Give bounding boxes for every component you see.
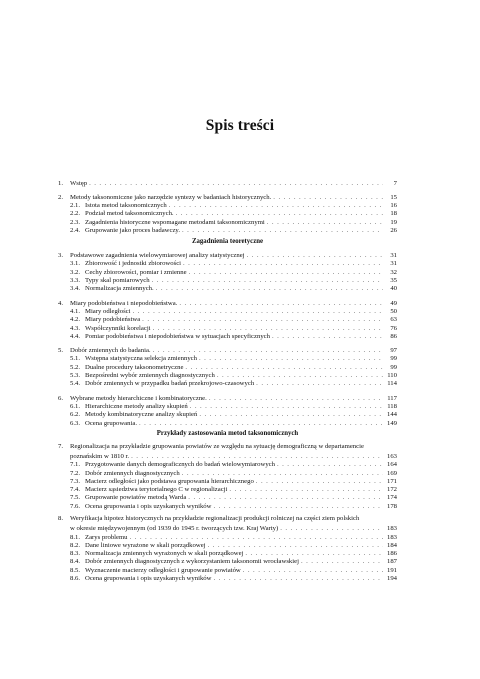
toc-page-number: 26 <box>390 227 397 235</box>
toc-subsection-entry[interactable] <box>58 558 397 566</box>
toc-subsection-title: Pomiar podobieństwa i niepodobieństwa w sytuacjach specyficznych <box>85 332 270 340</box>
toc-leader-dots <box>245 551 383 558</box>
toc-page-number: 174 <box>386 494 397 502</box>
toc-chapter-number: 7. <box>58 443 64 451</box>
toc-subsection-entry[interactable] <box>58 218 397 226</box>
toc-subsection-entry[interactable] <box>58 461 397 469</box>
toc-page-number: 110 <box>387 372 397 380</box>
toc-page-number: 169 <box>386 469 397 477</box>
toc-chapter-title-continued: w okresie międzywojennym (od 1939 do 1945 r. tworzących tzw. Kraj Warty) <box>70 525 279 533</box>
toc-chapter-entry[interactable] <box>58 193 397 201</box>
toc-chapter-title: Wstęp <box>70 179 88 187</box>
toc-subsection-entry[interactable] <box>58 486 397 494</box>
toc-subsection-entry[interactable] <box>58 502 397 510</box>
toc-subsection-number: 8.3. <box>70 550 81 558</box>
toc-subsection-number: 5.3. <box>70 372 81 380</box>
toc-subsection-number: 4.4. <box>70 332 81 340</box>
toc-page-number: 163 <box>386 452 397 460</box>
toc-page-number: 183 <box>386 533 397 541</box>
toc-subsection-number: 3.4. <box>70 285 81 293</box>
toc-page-number: 149 <box>386 419 397 427</box>
toc-leader-dots <box>139 421 383 428</box>
toc-leader-dots <box>199 412 383 419</box>
toc-page-number: 99 <box>390 355 397 363</box>
toc-subsection-entry[interactable] <box>58 324 397 332</box>
toc-subsection-number: 2.1. <box>70 202 81 210</box>
toc-leader-dots <box>256 479 383 486</box>
toc-subsection-number: 2.3. <box>70 218 81 226</box>
toc-subsection-entry[interactable] <box>58 202 397 210</box>
toc-subsection-number: 2.4. <box>70 227 81 235</box>
toc-subsection-entry[interactable] <box>58 574 397 582</box>
toc-subsection-number: 3.1. <box>70 260 81 268</box>
toc-subsection-entry[interactable] <box>58 332 397 340</box>
table-of-contents <box>58 179 397 583</box>
toc-page-number: 191 <box>386 566 397 574</box>
toc-leader-dots <box>179 301 383 308</box>
toc-subsection-title: Zagadnienia historyczne wspomagane metodami taksonomicznymi <box>85 218 265 226</box>
toc-subsection-entry[interactable] <box>58 210 397 218</box>
toc-subsection-entry[interactable] <box>58 355 397 363</box>
toc-leader-dots <box>243 568 383 575</box>
toc-part-heading: Przykłady zastosowania metod taksonomicznych <box>156 430 299 438</box>
toc-page-number: 31 <box>390 252 397 260</box>
toc-subsection-title: Ocena grupowania i opis uzyskanych wyników <box>85 575 212 583</box>
toc-subsection-entry[interactable] <box>58 419 397 427</box>
toc-subsection-number: 6.1. <box>70 402 81 410</box>
toc-leader-dots <box>301 559 383 566</box>
toc-page-number: 35 <box>390 277 397 285</box>
toc-subsection-number: 3.3. <box>70 277 81 285</box>
toc-chapter-title: Weryfikacja hipotez historycznych na przykładzie regionalizacji produkcji rolniczej na części ziem polskich <box>70 515 360 523</box>
toc-subsection-entry[interactable] <box>58 226 397 234</box>
toc-chapter-number: 8. <box>58 515 64 523</box>
toc-subsection-title: Normalizacja zmiennych. <box>85 285 154 293</box>
toc-leader-dots <box>277 462 383 469</box>
toc-subsection-entry[interactable] <box>58 307 397 315</box>
toc-subsection-title: Ocena grupowania. <box>85 419 137 427</box>
toc-leader-dots <box>189 270 383 277</box>
toc-page-number: 117 <box>387 394 397 402</box>
toc-chapter-entry[interactable] <box>58 444 397 461</box>
toc-subsection-number: 7.5. <box>70 494 81 502</box>
toc-leader-dots <box>152 278 383 285</box>
toc-subsection-entry[interactable] <box>58 268 397 276</box>
toc-subsection-title: Podział metod taksonomicznych. <box>85 210 174 218</box>
toc-subsection-entry[interactable] <box>58 260 397 268</box>
toc-subsection-number: 3.2. <box>70 268 81 276</box>
toc-page-number: 194 <box>386 575 397 583</box>
toc-subsection-title: Typy skal pomiarowych <box>85 277 150 285</box>
toc-subsection-number: 8.2. <box>70 541 81 549</box>
toc-leader-dots <box>217 373 383 380</box>
toc-chapter-title: Metody taksonomiczne jako narzędzie syntezy w badaniach historycznych. <box>70 193 272 201</box>
toc-subsection-title: Macierz sąsiedztwa terytorialnego C w regionalizacji <box>85 486 228 494</box>
toc-page-number: 76 <box>390 324 397 332</box>
toc-leader-dots <box>229 487 383 494</box>
toc-chapter-entry[interactable] <box>58 347 397 355</box>
toc-subsection-title: Współczynniki korelacji <box>85 324 151 332</box>
toc-leader-dots <box>153 348 383 355</box>
toc-chapter-title-continued: poznańskim w 1810 r. <box>70 452 130 460</box>
toc-chapter-entry[interactable] <box>58 394 397 402</box>
toc-subsection-entry[interactable] <box>58 380 397 388</box>
toc-page-number: 86 <box>390 332 397 340</box>
toc-subsection-number: 6.3. <box>70 419 81 427</box>
toc-subsection-number: 4.2. <box>70 316 81 324</box>
toc-subsection-title: Grupowanie jako proces badawczy. <box>85 227 181 235</box>
toc-subsection-number: 5.2. <box>70 363 81 371</box>
toc-leader-dots <box>182 471 383 478</box>
toc-leader-dots <box>182 228 383 235</box>
toc-subsection-number: 8.6. <box>70 575 81 583</box>
toc-subsection-number: 4.1. <box>70 307 81 315</box>
toc-page-number: 183 <box>386 525 397 533</box>
toc-subsection-number: 7.3. <box>70 477 81 485</box>
toc-leader-dots <box>183 261 383 268</box>
toc-subsection-number: 7.2. <box>70 469 81 477</box>
toc-subsection-title: Zbiorowość i jednostki zbiorowości <box>85 260 182 268</box>
toc-page-number: 187 <box>386 558 397 566</box>
toc-subsection-number: 8.1. <box>70 533 81 541</box>
toc-subsection-number: 7.4. <box>70 486 81 494</box>
toc-subsection-entry[interactable] <box>58 550 397 558</box>
toc-subsection-entry[interactable] <box>58 316 397 324</box>
toc-chapter-number: 4. <box>58 299 64 307</box>
toc-subsection-number: 5.4. <box>70 380 81 388</box>
toc-chapter-entry[interactable] <box>58 252 397 260</box>
toc-chapter-number: 2. <box>58 193 64 201</box>
toc-part-heading: Zagadnienia teoretyczne <box>191 237 264 245</box>
toc-subsection-entry[interactable] <box>58 411 397 419</box>
toc-chapter-title: Dobór zmiennych do badania. <box>70 347 151 355</box>
toc-subsection-title: Dobór zmiennych diagnostycznych <box>85 469 180 477</box>
toc-page-number: 19 <box>390 218 397 226</box>
toc-subsection-title: Przygotowanie danych demograficznych do badań wielowymiarowych <box>85 461 275 469</box>
toc-leader-dots <box>89 181 383 188</box>
toc-page-number: 99 <box>390 363 397 371</box>
toc-leader-dots <box>272 334 383 341</box>
toc-subsection-number: 8.4. <box>70 558 81 566</box>
toc-subsection-entry[interactable] <box>58 541 397 549</box>
toc-subsection-entry[interactable] <box>58 477 397 485</box>
toc-subsection-title: Wyznaczenie macierzy odległości i grupowanie powiatów <box>85 566 241 574</box>
toc-leader-dots <box>190 404 383 411</box>
toc-subsection-number: 6.2. <box>70 411 81 419</box>
toc-subsection-title: Bezpośredni wybór zmiennych diagnostycznych <box>85 372 215 380</box>
toc-subsection-entry[interactable] <box>58 402 397 410</box>
toc-subsection-title: Dane liniowe wyrażone w skali porządkowej <box>85 541 206 549</box>
toc-page-number: 49 <box>390 299 397 307</box>
toc-page-number: 32 <box>390 268 397 276</box>
toc-subsection-title: Miary podobieństwa <box>85 316 141 324</box>
toc-page-number: 171 <box>386 477 397 485</box>
toc-page-number: 97 <box>390 347 397 355</box>
toc-subsection-title: Grupowanie powiatów metodą Warda <box>85 494 187 502</box>
toc-chapter-entry[interactable] <box>58 179 397 187</box>
toc-subsection-title: Zarys problemu <box>85 533 128 541</box>
toc-leader-dots <box>156 286 383 293</box>
toc-chapter-number: 1. <box>58 179 64 187</box>
toc-leader-dots <box>188 495 383 502</box>
toc-page-number: 31 <box>390 260 397 268</box>
toc-subsection-number: 5.1. <box>70 355 81 363</box>
toc-chapter-title: Wybrane metody hierarchiczne i kombinatoryczne. <box>70 394 207 402</box>
toc-chapter-number: 6. <box>58 394 64 402</box>
toc-subsection-entry[interactable] <box>58 494 397 502</box>
toc-chapter-title: Miary podobieństwa i niepodobieństwa. <box>70 299 178 307</box>
toc-leader-dots <box>267 220 383 227</box>
toc-leader-dots <box>176 211 383 218</box>
toc-page-number: 144 <box>386 411 397 419</box>
toc-subsection-entry[interactable] <box>58 276 397 284</box>
toc-page-number: 40 <box>390 285 397 293</box>
toc-leader-dots <box>280 526 383 533</box>
toc-chapter-entry[interactable] <box>58 516 397 533</box>
toc-subsection-title: Hierarchiczne metody analizy skupień <box>85 402 188 410</box>
toc-subsection-title: Ocena grupowania i opis uzyskanych wyników <box>85 502 212 510</box>
toc-leader-dots <box>256 381 383 388</box>
toc-leader-dots <box>208 543 383 550</box>
toc-page-number: 172 <box>386 486 397 494</box>
toc-leader-dots <box>130 535 383 542</box>
toc-subsection-title: Wstępna statystyczna selekcja zmiennych <box>85 355 197 363</box>
toc-leader-dots <box>133 309 383 316</box>
toc-chapter-title: Podstawowe zagadnienia wielowymiarowej analizy statystycznej <box>70 252 245 260</box>
toc-page-number: 18 <box>390 210 397 218</box>
toc-subsection-title: Normalizacja zmiennych wyrażonych w skali porządkowej <box>85 550 244 558</box>
toc-subsection-entry[interactable] <box>58 371 397 379</box>
toc-page-number: 114 <box>387 380 397 388</box>
toc-leader-dots <box>199 356 383 363</box>
toc-page-number: 15 <box>390 193 397 201</box>
toc-subsection-entry[interactable] <box>58 285 397 293</box>
toc-page-number: 184 <box>386 541 397 549</box>
toc-leader-dots <box>185 365 383 372</box>
toc-subsection-number: 2.2. <box>70 210 81 218</box>
toc-leader-dots <box>247 253 383 260</box>
toc-leader-dots <box>213 504 383 511</box>
toc-page-number: 63 <box>390 316 397 324</box>
toc-subsection-entry[interactable] <box>58 363 397 371</box>
toc-page-number: 164 <box>386 461 397 469</box>
toc-subsection-number: 7.1. <box>70 461 81 469</box>
toc-chapter-number: 5. <box>58 347 64 355</box>
toc-chapter-entry[interactable] <box>58 299 397 307</box>
toc-subsection-entry[interactable] <box>58 533 397 541</box>
toc-leader-dots <box>273 195 383 202</box>
toc-subsection-entry[interactable] <box>58 469 397 477</box>
toc-leader-dots <box>131 454 383 461</box>
toc-page-number: 178 <box>386 502 397 510</box>
toc-subsection-number: 4.3. <box>70 324 81 332</box>
toc-page-number: 7 <box>393 179 397 187</box>
toc-subsection-number: 7.6. <box>70 502 81 510</box>
toc-subsection-entry[interactable] <box>58 566 397 574</box>
toc-leader-dots <box>213 576 383 583</box>
toc-subsection-title: Macierz odległości jako podstawa grupowania hierarchicznego <box>85 477 254 485</box>
toc-subsection-title: Metody kombinatoryczne analizy skupień <box>85 411 198 419</box>
toc-subsection-title: Dualne procedury taksonometryczne <box>85 363 184 371</box>
toc-subsection-title: Istota metod taksonomicznych <box>85 202 167 210</box>
toc-page-number: 50 <box>390 307 397 315</box>
toc-subsection-number: 8.5. <box>70 566 81 574</box>
toc-subsection-title: Miary odległości <box>85 307 131 315</box>
toc-chapter-number: 3. <box>58 252 64 260</box>
toc-page-number: 186 <box>386 550 397 558</box>
toc-subsection-title: Dobór zmiennych w przypadku badań przekrojowo-czasowych <box>85 380 255 388</box>
toc-page-number: 16 <box>390 202 397 210</box>
toc-leader-dots <box>153 326 383 333</box>
toc-leader-dots <box>209 396 383 403</box>
toc-leader-dots <box>169 203 383 210</box>
toc-leader-dots <box>142 317 383 324</box>
page-title: Spis treści <box>205 117 275 134</box>
toc-subsection-title: Cechy zbiorowości, pomiar i zmienne <box>85 268 187 276</box>
toc-page-number: 118 <box>387 402 397 410</box>
toc-subsection-title: Dobór zmiennych diagnostycznych z wykorzystaniem taksonomii wrocławskiej <box>85 558 299 566</box>
toc-chapter-title: Regionalizacja na przykładzie grupowania powiatów ze względu na sytuację demograficzną w departamencie <box>70 443 364 451</box>
